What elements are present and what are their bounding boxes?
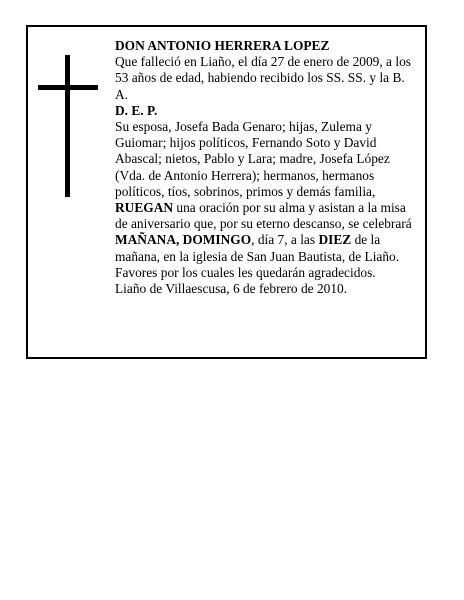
family-list: Su esposa, Josefa Bada Genaro; hijas, Zulema y Guiomar; hijos políticos, Fernando Soto y David Abascal; nietos, Pablo y Lara; madre, Josefa López (Vda. de Antonio Herrera); hermanos, hermanos políticos, tíos, sobrinos, primos y demás familia, xyxy=(115,119,390,199)
death-info: Que falleció en Liaño, el día 27 de enero de 2009, a los 53 años de edad, habiendo recibido los SS. SS. y la B. A. xyxy=(115,54,411,102)
family-paragraph xyxy=(115,119,420,265)
cross-vertical-bar xyxy=(65,55,70,197)
ruegan-text: RUEGAN xyxy=(115,200,174,216)
day-text: , día 7, a las xyxy=(251,232,316,248)
deceased-name: DON ANTONIO HERRERA LOPEZ xyxy=(115,38,330,53)
thanks-text: Favores por los cuales les quedarán agradecidos. xyxy=(115,264,376,280)
cross-horizontal-bar xyxy=(38,85,98,90)
cross-icon xyxy=(38,55,98,197)
manana-domingo-text: MAÑANA, DOMINGO xyxy=(115,232,252,248)
obituary-text xyxy=(115,38,420,297)
request-text: una oración por su alma y asistan a la misa de aniversario que, por su eterno descanso, se celebrará xyxy=(115,200,412,232)
place-date: Liaño de Villaescusa, 6 de febrero de 2010. xyxy=(115,281,348,297)
location-text: de la mañana, en la iglesia de San Juan Bautista, de Liaño. xyxy=(115,232,400,264)
diez-text: DIEZ xyxy=(318,232,352,248)
dep-heading: D. E. P. xyxy=(115,102,158,118)
